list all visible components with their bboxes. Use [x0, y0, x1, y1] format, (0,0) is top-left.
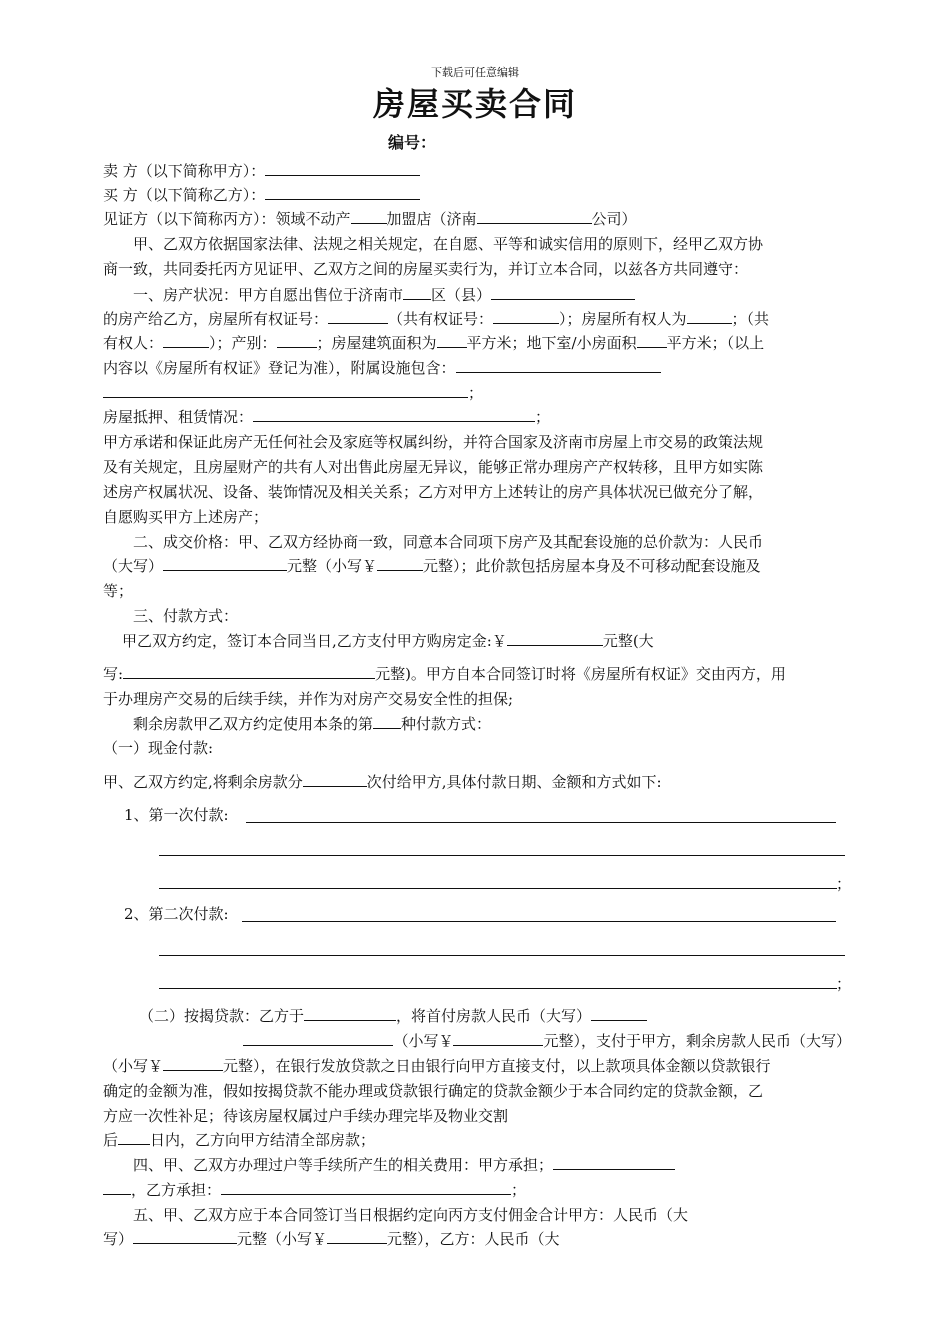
s3-text: 元整），支付于甲方，剩余房款人民币（大写）	[543, 1032, 851, 1050]
installments-blank[interactable]	[303, 772, 367, 787]
payment-method-blank[interactable]	[373, 714, 401, 729]
seller-fee-blank[interactable]	[553, 1155, 675, 1170]
mortgage-line-f	[103, 1130, 851, 1150]
witness-label: 见证方（以下简称丙方）：领域不动产	[103, 210, 351, 228]
s3-text: 甲、乙双方约定,将剩余房款分	[103, 773, 303, 791]
mortgage-line-e: 方应一次性补足；待该房屋权属过户手续办理完毕及物业交割	[103, 1107, 509, 1125]
s3-line-a	[122, 631, 851, 651]
s3-text: 元整(大	[602, 632, 654, 650]
s5-line-a: 五、甲、乙双方应于本合同签订当日根据约定向丙方支付佣金合计甲方：人民币（大	[133, 1206, 689, 1224]
district-blank[interactable]	[403, 285, 431, 300]
s3-text: 剩余房款甲乙双方约定使用本条的第	[133, 715, 374, 733]
buyer-fee-blank[interactable]	[221, 1180, 511, 1195]
s3-line-d	[133, 714, 851, 734]
commission-lower-blank[interactable]	[327, 1229, 387, 1244]
co-cert-blank[interactable]	[493, 309, 559, 324]
s2-line-a: 二、成交价格：甲、乙双方经协商一致，同意本合同项下房产及其配套设施的总价款为：人民币	[133, 533, 764, 551]
loan-lower-blank[interactable]	[163, 1056, 223, 1071]
basement-area-blank[interactable]	[637, 333, 667, 348]
mortgage-line-b	[103, 1031, 851, 1051]
s1-text: ；（共	[731, 310, 770, 328]
s3-text: （小写￥	[393, 1032, 454, 1050]
s1-line-a	[133, 285, 851, 305]
s1-line-e	[103, 383, 851, 403]
s1-text: 一、房产状况：甲方自愿出售位于济南市	[133, 286, 404, 304]
first-payment-blank-2[interactable]	[159, 855, 845, 856]
s4-line-b	[103, 1180, 851, 1200]
cert-no-blank[interactable]	[328, 309, 388, 324]
second-payment-blank[interactable]	[242, 921, 836, 922]
second-payment-blank-2[interactable]	[159, 955, 845, 956]
s4-line-a	[133, 1155, 851, 1175]
address-blank[interactable]	[491, 285, 635, 300]
first-payment-blank[interactable]	[246, 822, 836, 823]
s1-text: ；	[535, 408, 551, 426]
facilities-blank[interactable]	[456, 358, 661, 373]
s1-text: 内容以《房屋所有权证》登记为准），附属设施包含：	[103, 359, 456, 377]
s3-text: 日内，乙方向甲方结清全部房款；	[150, 1131, 376, 1149]
s5-line-b	[103, 1229, 851, 1249]
deposit-upper-blank[interactable]	[123, 664, 375, 679]
s1-line-b	[103, 309, 851, 329]
s3-text: 次付给甲方,具体付款日期、金额和方式如下:	[366, 773, 662, 791]
s1-text: ；房屋建筑面积为	[316, 334, 437, 352]
witness-blank-1[interactable]	[351, 209, 387, 224]
cash-title: （一）现金付款:	[103, 739, 214, 757]
buyer-line	[103, 185, 851, 205]
s1-line-g4: 自愿购买甲方上述房产；	[103, 508, 269, 526]
s5-text: 写）	[103, 1230, 134, 1248]
s3-text: （小写￥	[103, 1057, 164, 1075]
mortgage-lease-blank[interactable]	[253, 407, 535, 422]
s4-text: ，乙方承担：	[131, 1181, 222, 1199]
s1-text: （共有权证号：	[388, 310, 494, 328]
down-payment-lower-blank[interactable]	[453, 1031, 543, 1046]
settlement-days-blank[interactable]	[118, 1130, 150, 1145]
semicolon: ；	[836, 975, 852, 993]
s5-text: 元整（小写￥	[237, 1230, 328, 1248]
s1-line-d	[103, 358, 851, 378]
witness-blank-2[interactable]	[477, 209, 592, 224]
s1-line-g2: 及有关规定，且房屋财产的共有人对出售此房屋无异议，能够正常办理房产产权转移，且甲方如实陈	[103, 458, 764, 476]
s3-text: ，将首付房款人民币（大写）	[396, 1007, 592, 1025]
s4-text: 四、甲、乙双方办理过户等手续所产生的相关费用：甲方承担；	[133, 1156, 554, 1174]
first-payment-blank-3[interactable]	[159, 888, 837, 889]
owner-blank[interactable]	[687, 309, 732, 324]
s3-text: 种付款方式：	[401, 715, 492, 733]
s3-text: 后	[103, 1131, 119, 1149]
semicolon: ；	[836, 875, 852, 893]
s1-text: 有权人：	[103, 334, 164, 352]
preamble-line-1: 甲、乙双方依据国家法律、法规之相关规定，在自愿、平等和诚实信用的原则下，经甲乙双方协	[133, 235, 764, 253]
s2-line-b	[103, 556, 851, 576]
s3-line-b	[103, 664, 851, 684]
s1-line-g1: 甲方承诺和保证此房产无任何社会及家庭等权属纠纷，并符合国家及济南市房屋上市交易的政策法规	[103, 433, 764, 451]
mortgage-line-d: 确定的金额为准，假如按揭贷款不能办理或贷款银行确定的贷款金额少于本合同约定的贷款金额，乙	[103, 1082, 764, 1100]
mortgage-date-blank[interactable]	[304, 1006, 396, 1021]
s1-text: ；	[468, 384, 484, 402]
s3-line-e	[103, 772, 851, 792]
buyer-label: 买 方（以下简称乙方）：	[103, 186, 266, 204]
buyer-blank[interactable]	[265, 185, 420, 200]
s2-text: （大写）	[103, 557, 164, 575]
down-payment-upper-blank-2[interactable]	[243, 1031, 393, 1046]
down-payment-upper-blank[interactable]	[591, 1006, 647, 1021]
s3-text: 元整），在银行发放贷款之日由银行向甲方直接支付，以上款项具体金额以贷款银行	[223, 1057, 771, 1075]
seller-fee-blank-2[interactable]	[103, 1180, 131, 1195]
co-owner-blank[interactable]	[163, 333, 209, 348]
s1-text: ）；房屋所有权人为	[559, 310, 687, 328]
s3-text: （二）按揭贷款：乙方于	[139, 1007, 305, 1025]
witness-line	[103, 209, 851, 229]
s1-text: 区（县）	[431, 286, 492, 304]
s2-line-c: 等；	[103, 582, 134, 600]
s3-text: 写:	[103, 665, 124, 683]
price-upper-blank[interactable]	[163, 556, 287, 571]
seller-line	[103, 161, 851, 181]
price-lower-blank[interactable]	[377, 556, 423, 571]
first-payment-label: 1、第一次付款:	[124, 806, 229, 824]
s1-text: 平方米；地下室/小房面积	[466, 334, 637, 352]
s2-text: 元整（小写￥	[287, 557, 378, 575]
seller-label: 卖 方（以下简称甲方）：	[103, 162, 266, 180]
s3-text: 甲乙双方约定，签订本合同当日,乙方支付甲方购房定金:￥	[122, 632, 507, 650]
s1-line-f	[103, 407, 851, 427]
witness-label-2: 加盟店（济南	[386, 210, 477, 228]
preamble-line-2: 商一致，共同委托丙方见证甲、乙双方之间的房屋买卖行为，并订立本合同，以兹各方共同遵守：	[103, 260, 749, 278]
s1-line-c	[103, 333, 851, 353]
s3-text: 元整)。甲方自本合同签订时将《房屋所有权证》交由丙方，用	[375, 665, 786, 683]
commission-upper-blank[interactable]	[133, 1229, 237, 1244]
edit-note: 下载后可任意编辑	[431, 66, 519, 79]
page-title: 房屋买卖合同	[372, 85, 577, 123]
s3-line-c: 于办理房产交易的后续手续，并作为对房产交易安全性的担保;	[103, 690, 514, 708]
s1-text: 的房产给乙方，房屋所有权证号：	[103, 310, 329, 328]
s1-text: 房屋抵押、租赁情况：	[103, 408, 254, 426]
s1-text: 平方米；（以上	[666, 334, 765, 352]
s3-title: 三、付款方式：	[133, 607, 239, 625]
witness-label-3: 公司）	[591, 210, 637, 228]
second-payment-blank-3[interactable]	[159, 988, 837, 989]
second-payment-label: 2、第二次付款:	[124, 905, 229, 923]
contract-number-label: 编号：	[388, 133, 437, 152]
facilities-blank-2[interactable]	[103, 383, 468, 398]
mortgage-line-c	[103, 1056, 851, 1076]
property-type-blank[interactable]	[277, 333, 317, 348]
deposit-blank[interactable]	[507, 631, 603, 646]
s1-line-g3: 述房产权属状况、设备、装饰情况及相关关系；乙方对甲方上述转让的房产具体状况已做充分了解，	[103, 483, 764, 501]
s1-text: ）；产别：	[209, 334, 277, 352]
s4-text: ；	[511, 1181, 527, 1199]
s5-text: 元整），乙方：人民币（大	[387, 1230, 560, 1248]
s2-text: 元整）；此价款包括房屋本身及不可移动配套设施及	[423, 557, 761, 575]
area-blank[interactable]	[437, 333, 467, 348]
seller-blank[interactable]	[265, 161, 420, 176]
mortgage-line-a	[139, 1006, 851, 1026]
